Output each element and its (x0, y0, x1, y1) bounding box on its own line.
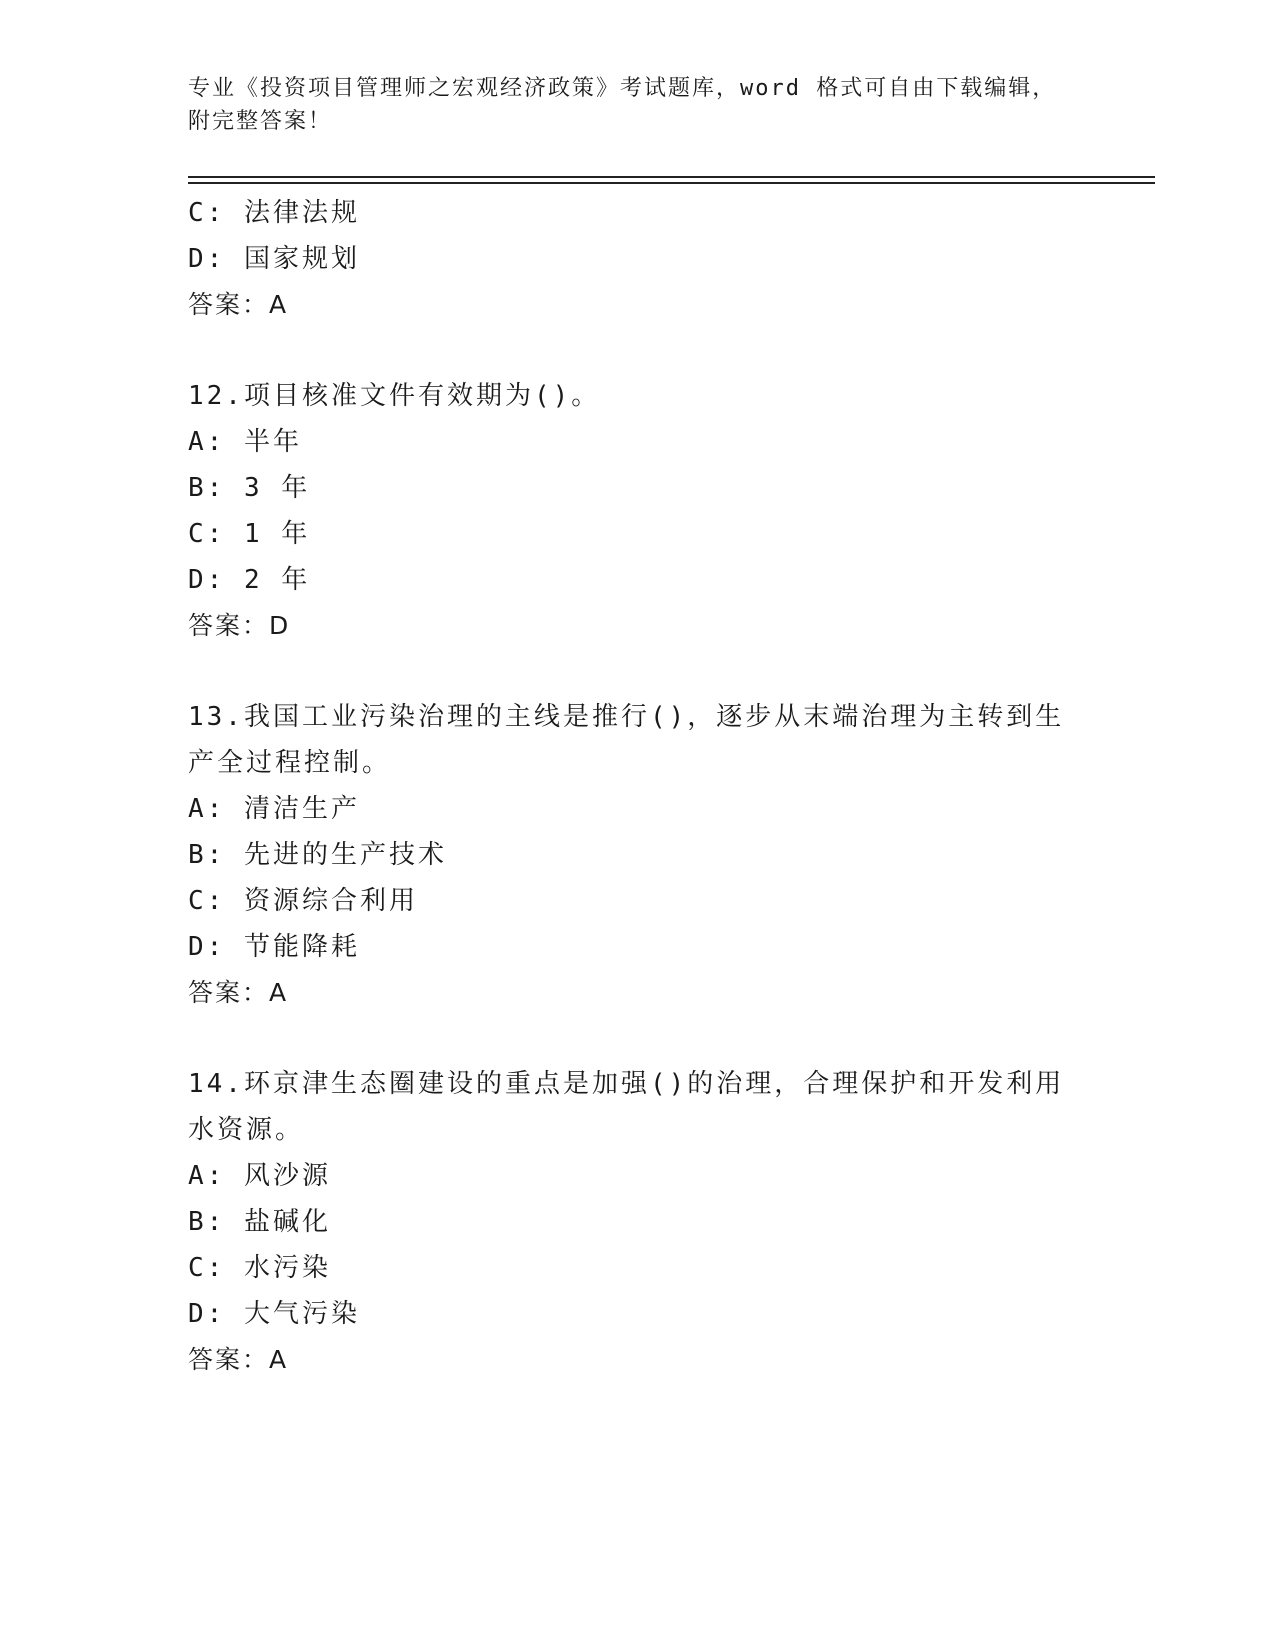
question-stem: 14.环京津生态圈建设的重点是加强()的治理，合理保护和开发利用水资源。 (188, 1069, 1065, 1145)
option-c: C: 1 年 (188, 519, 311, 549)
option-c: C: 水污染 (188, 1253, 331, 1283)
option-d: D: 国家规划 (188, 244, 360, 274)
question-stem: 12.项目核准文件有效期为()。 (188, 381, 601, 411)
answer-line: 答案：A (188, 1345, 289, 1374)
answer-line: 答案：A (188, 978, 289, 1007)
option-c: C: 法律法规 (188, 198, 360, 228)
option-d: D: 节能降耗 (188, 932, 360, 962)
previous-question-tail (188, 190, 1088, 328)
option-a: A: 清洁生产 (188, 794, 360, 824)
option-b: B: 3 年 (188, 473, 311, 503)
option-b: B: 先进的生产技术 (188, 840, 447, 870)
option-b: B: 盐碱化 (188, 1207, 331, 1237)
document-header (188, 72, 1088, 138)
question-14 (188, 1061, 1088, 1383)
option-d: D: 2 年 (188, 565, 311, 595)
header-divider-bottom (188, 182, 1155, 184)
question-stem: 13.我国工业污染治理的主线是推行()，逐步从末端治理为主转到生产全过程控制。 (188, 702, 1065, 778)
question-list (188, 190, 1088, 1383)
header-line-1: 专业《投资项目管理师之宏观经济政策》考试题库，word 格式可自由下载编辑， (188, 76, 1057, 101)
answer-line: 答案：D (188, 611, 291, 640)
option-a: A: 风沙源 (188, 1161, 331, 1191)
option-a: A: 半年 (188, 427, 302, 457)
question-12 (188, 373, 1088, 649)
answer-line: 答案：A (188, 290, 289, 319)
option-d: D: 大气污染 (188, 1299, 360, 1329)
option-c: C: 资源综合利用 (188, 886, 418, 916)
header-line-2: 附完整答案！ (188, 109, 333, 134)
question-13 (188, 694, 1088, 1016)
header-divider-top (188, 176, 1155, 178)
